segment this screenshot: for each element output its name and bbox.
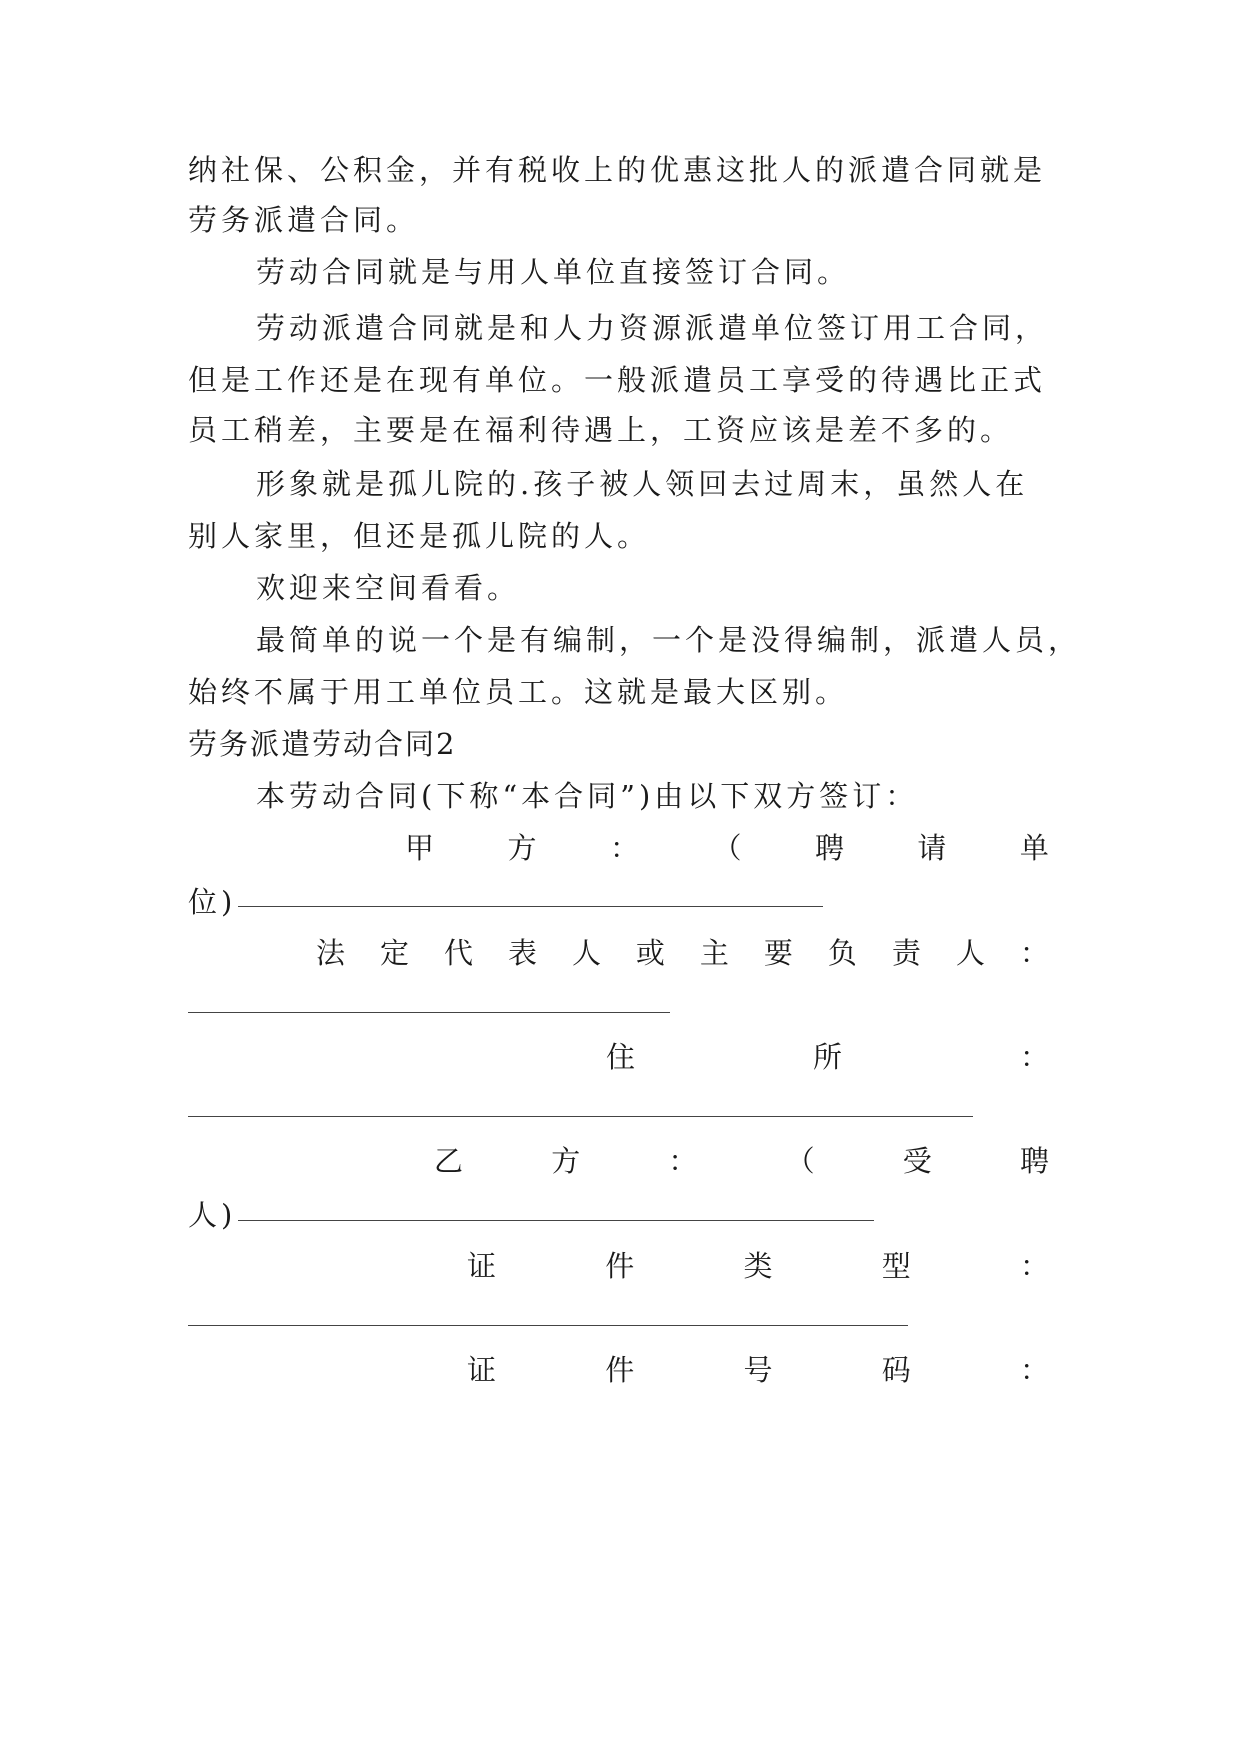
char: 型: [881, 1249, 915, 1283]
paragraph-line: 别人家里，但还是孤儿院的人。: [188, 519, 651, 553]
legal-rep-label: [316, 933, 1053, 973]
char: ：: [1019, 936, 1053, 970]
char: （: [785, 1144, 819, 1178]
char: 人: [571, 936, 605, 970]
char: 定: [379, 936, 413, 970]
char: 类: [743, 1249, 777, 1283]
char: 请: [917, 831, 951, 865]
char: 代: [443, 936, 477, 970]
party-b-blank-line[interactable]: [238, 1220, 874, 1221]
legal-rep-blank-line[interactable]: [188, 1012, 670, 1013]
paragraph-line: 始终不属于用工单位员工。这就是最大区别。: [188, 675, 849, 709]
char: 受: [902, 1144, 936, 1178]
char: 要: [763, 936, 797, 970]
char: 件: [605, 1249, 639, 1283]
paragraph-line: 欢迎来空间看看。: [256, 571, 521, 605]
address-label: [606, 1037, 1053, 1077]
address-blank-line[interactable]: [188, 1116, 973, 1117]
paragraph-line: 形象就是孤儿院的.孩子被人领回去过周末，虽然人在: [256, 467, 1029, 501]
char: 证: [467, 1249, 501, 1283]
party-a-blank-line[interactable]: [238, 906, 823, 907]
paragraph-line: 员工稍差，主要是在福利待遇上，工资应该是差不多的。: [188, 413, 1014, 447]
char: 所: [812, 1040, 846, 1074]
char: 方: [507, 831, 541, 865]
char: 或: [635, 936, 669, 970]
char: 号: [743, 1353, 777, 1387]
paragraph-line: 劳动派遣合同就是和人力资源派遣单位签订用工合同，: [256, 311, 1049, 345]
contract-intro: 本劳动合同(下称“本合同”)由以下双方签订：: [256, 779, 919, 813]
char: 法: [316, 936, 350, 970]
char: 责: [891, 936, 925, 970]
char: 件: [605, 1353, 639, 1387]
char: ：: [1019, 1353, 1053, 1387]
char: 单: [1019, 831, 1053, 865]
id-type-blank-line[interactable]: [188, 1325, 908, 1326]
char: （: [712, 831, 746, 865]
char: 聘: [1019, 1144, 1053, 1178]
char: 人: [955, 936, 989, 970]
char: 负: [827, 936, 861, 970]
char: 住: [606, 1040, 640, 1074]
char: 甲: [405, 831, 439, 865]
char: 主: [699, 936, 733, 970]
char: ：: [609, 831, 643, 865]
party-b-label: [434, 1141, 1053, 1181]
paragraph-line: 但是工作还是在现有单位。一般派遣员工享受的待遇比正式: [188, 363, 1047, 397]
party-a-tail: 位): [188, 885, 237, 919]
paragraph-line: 劳务派遣合同。: [188, 203, 420, 237]
char: 码: [881, 1353, 915, 1387]
char: 证: [467, 1353, 501, 1387]
party-b-tail: 人): [188, 1198, 237, 1232]
paragraph-line: 劳动合同就是与用人单位直接签订合同。: [256, 255, 851, 289]
section-title: 劳务派遣劳动合同2: [188, 727, 457, 761]
paragraph-line: 纳社保、公积金，并有税收上的优惠这批人的派遣合同就是: [188, 153, 1047, 187]
char: 表: [507, 936, 541, 970]
char: ：: [1019, 1249, 1053, 1283]
party-a-label: [405, 828, 1053, 868]
char: ：: [668, 1144, 702, 1178]
id-number-label: [467, 1350, 1053, 1390]
paragraph-line: 最简单的说一个是有编制，一个是没得编制，派遣人员，: [256, 623, 1082, 657]
id-type-label: [467, 1246, 1053, 1286]
char: 乙: [434, 1144, 468, 1178]
char: ：: [1019, 1040, 1053, 1074]
char: 聘: [814, 831, 848, 865]
char: 方: [551, 1144, 585, 1178]
